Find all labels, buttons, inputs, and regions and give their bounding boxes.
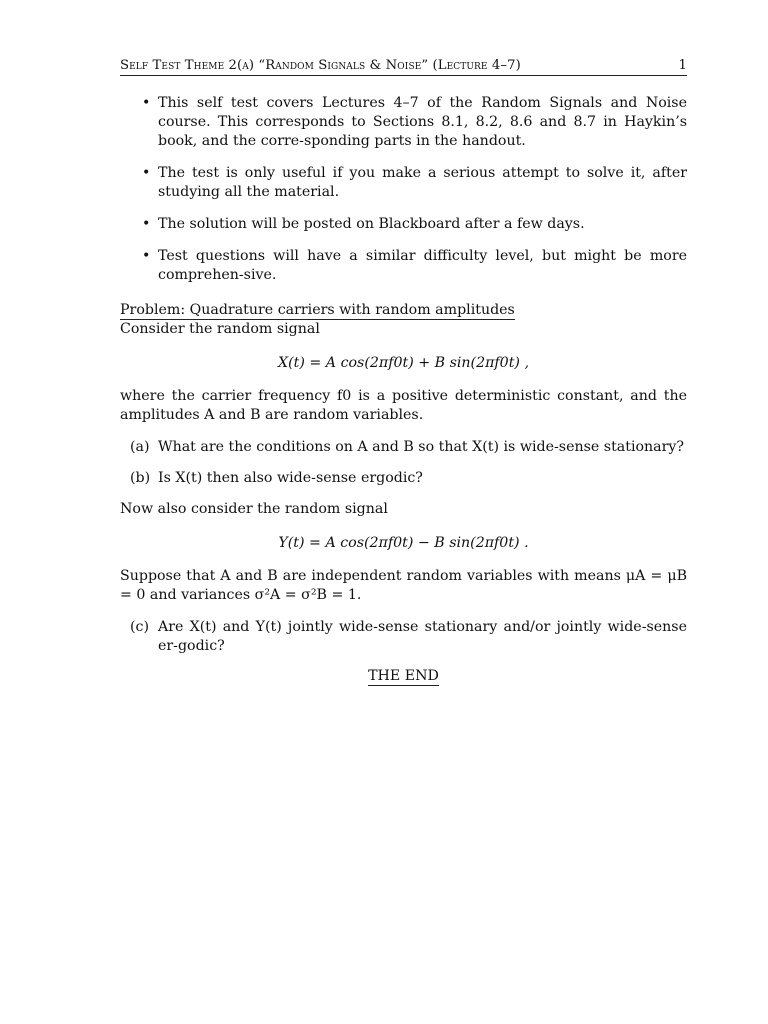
problem-title: Problem: Quadrature carriers with random amplitudes [120,302,515,318]
question-item [120,618,687,656]
the-end-section [120,668,687,686]
bullet-icon: • [142,95,151,111]
question-label: (c) [130,618,150,635]
assumption-text: Suppose that A and B are independent random variables with means μA = μB = 0 and variances σ²A = σ²B = 1. [120,568,687,604]
running-header [120,58,687,76]
question-text: Are X(t) and Y(t) jointly wide-sense stationary and/or jointly wide-sense er-godic? [158,618,687,654]
question-label: (b) [130,469,151,486]
instruction-text: The solution will be posted on Blackboard after a few days. [158,216,585,233]
list-item [120,247,687,285]
the-end-text: THE END [368,668,439,685]
problem-description: where the carrier frequency f0 is a positive deterministic constant, and the amplitudes A and B are random variables. [120,388,687,424]
intro-y: Now also consider the random signal [120,501,388,518]
questions-ab [120,438,687,488]
list-item [120,164,687,202]
list-item [120,215,687,234]
question-item [120,469,687,488]
header-title: Self Test Theme 2(a) “Random Signals & Noise” (Lecture 4–7) [120,58,521,73]
question-text: What are the conditions on A and B so that X(t) is wide-sense stationary? [158,438,685,455]
equation-x: X(t) = A cos(2πf0t) + B sin(2πf0t) , [278,355,529,372]
bullet-icon: • [142,165,151,182]
instructions-list [120,94,687,285]
page-number: 1 [678,58,687,73]
instruction-text: The test is only useful if you make a serious attempt to solve it, after studying all the material. [158,165,687,201]
list-item [120,94,687,152]
question-label: (a) [130,438,150,455]
equation-y: Y(t) = A cos(2πf0t) − B sin(2πf0t) . [278,535,529,552]
document-page [120,58,687,686]
instruction-text: This self test covers Lectures 4–7 of the Random Signals and Noise course. This corresponds to Sections 8.1, 8.2, 8.6 and 8.7 in Haykin’s book, and the corre-sponding parts in the handout. [158,95,687,150]
questions-c [120,618,687,656]
question-item [120,438,687,457]
question-text: Is X(t) then also wide-sense ergodic? [158,469,423,486]
problem-intro: Consider the random signal [120,321,320,337]
instruction-text: Test questions will have a similar difficulty level, but might be more comprehen-sive. [158,248,687,284]
bullet-icon: • [142,248,151,264]
bullet-icon: • [142,216,151,233]
